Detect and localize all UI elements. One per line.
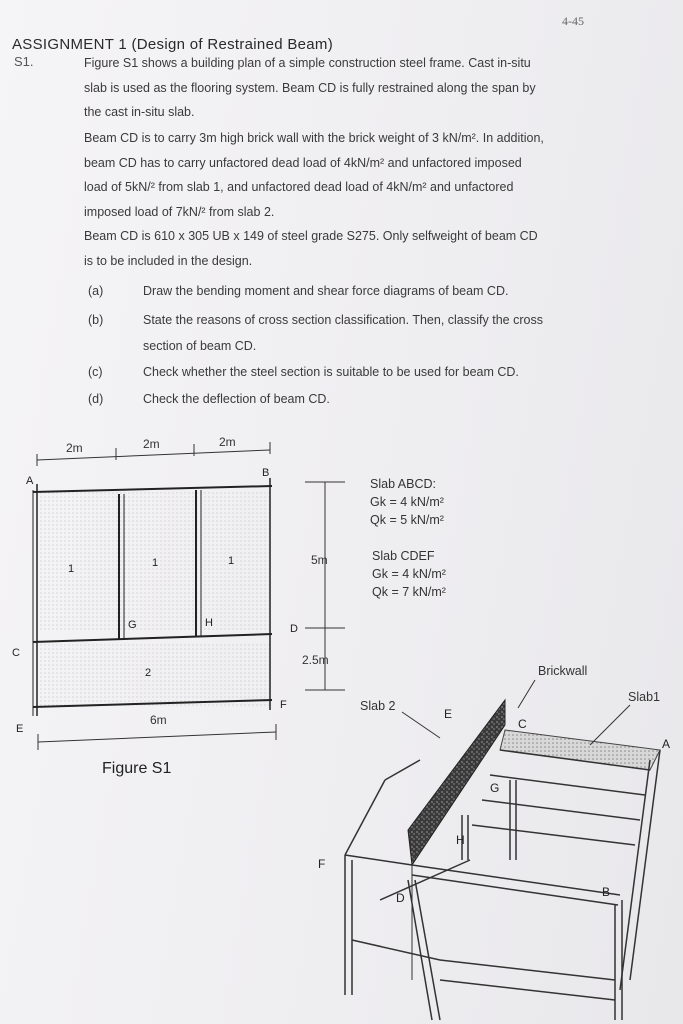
node-label: D xyxy=(290,623,298,635)
load-line: Beam CD is to carry 3m high brick wall with the brick weight of 3 kN/m². In addition, xyxy=(84,131,544,145)
task-label: (c) xyxy=(88,365,103,379)
slab1-gk: Gk = 4 kN/m² xyxy=(370,495,444,509)
slab1-title: Slab ABCD: xyxy=(370,477,437,491)
beam-mark: 1 xyxy=(152,557,159,569)
iso-node-label: A xyxy=(662,737,671,751)
assignment-title: ASSIGNMENT 1 (Design of Restrained Beam) xyxy=(12,36,334,53)
task-label: (b) xyxy=(88,313,104,327)
slab-2-area xyxy=(37,642,269,707)
section-paragraph xyxy=(84,224,538,273)
dimension-label: 5m xyxy=(311,553,328,567)
iso-node-label: G xyxy=(490,781,500,795)
figure-caption: Figure S1 xyxy=(102,760,172,777)
slab1-qk: Qk = 5 kN/m² xyxy=(370,513,444,527)
load-paragraph xyxy=(84,126,544,224)
intro-line: slab is used as the flooring system. Beam CD is fully restrained along the span by xyxy=(84,80,536,95)
question-number: S1. xyxy=(14,54,34,69)
beam-mark: 1 xyxy=(68,563,75,575)
slab-load-info xyxy=(360,470,520,610)
slab1-surface xyxy=(500,730,660,770)
node-label: G xyxy=(128,619,137,631)
node-label: C xyxy=(12,647,20,659)
node-label: B xyxy=(262,467,270,479)
load-line: imposed load of 7kN/² from slab 2. xyxy=(84,204,275,219)
node-label: E xyxy=(16,723,24,735)
dimension-label: 6m xyxy=(150,713,167,727)
load-line: beam CD has to carry unfactored dead load of 4kN/m² and unfactored imposed xyxy=(84,155,522,170)
dimension-label: 2.5m xyxy=(302,653,329,667)
iso-node-label: F xyxy=(318,857,326,871)
node-label: A xyxy=(26,475,34,487)
iso-node-label: E xyxy=(444,707,453,721)
section-line: is to be included in the design. xyxy=(84,253,253,268)
intro-line: the cast in-situ slab. xyxy=(84,105,195,119)
slab1-label: Slab1 xyxy=(628,690,660,704)
iso-node-label: C xyxy=(518,717,527,731)
beam-mark: 1 xyxy=(228,555,235,567)
intro-paragraph xyxy=(84,51,536,125)
node-label: F xyxy=(280,699,287,711)
isometric-frame-diagram xyxy=(300,650,683,1024)
iso-node-label: B xyxy=(602,885,611,899)
page-number: 4-45 xyxy=(562,14,584,28)
slab2-qk: Qk = 7 kN/m² xyxy=(372,585,446,599)
task-label: (d) xyxy=(88,392,104,406)
brickwall-label: Brickwall xyxy=(538,664,588,678)
task-text: Draw the bending moment and shear force diagrams of beam CD. xyxy=(143,284,509,298)
task-label: (a) xyxy=(88,284,104,298)
task-text: section of beam CD. xyxy=(143,339,257,353)
intro-line: Figure S1 shows a building plan of a simple construction steel frame. Cast in-situ xyxy=(84,56,531,70)
slab2-title: Slab CDEF xyxy=(372,549,435,563)
node-label: H xyxy=(205,617,213,629)
load-line: load of 5kN/² from slab 1, and unfactored dead load of 4kN/m² and unfactored xyxy=(84,180,514,194)
slab2-label: Slab 2 xyxy=(360,699,396,713)
iso-node-label: H xyxy=(456,833,465,847)
beam-ab xyxy=(33,486,272,492)
task-text: Check the deflection of beam CD. xyxy=(143,392,330,406)
frame-members xyxy=(345,750,660,1020)
section-line: Beam CD is 610 x 305 UB x 149 of steel grade S275. Only selfweight of beam CD xyxy=(84,229,538,243)
spacing-label: 2m xyxy=(219,435,236,449)
task-text: Check whether the steel section is suitable to be used for beam CD. xyxy=(143,365,519,379)
iso-node-label: D xyxy=(396,891,405,905)
spacing-label: 2m xyxy=(143,437,160,451)
beam-cd xyxy=(33,634,272,642)
bottom-dimension-line xyxy=(38,732,276,742)
task-text: State the reasons of cross section classification. Then, classify the cross xyxy=(143,313,543,327)
slab-mark: 2 xyxy=(145,667,152,679)
spacing-label: 2m xyxy=(66,441,83,455)
slab2-gk: Gk = 4 kN/m² xyxy=(372,567,446,581)
